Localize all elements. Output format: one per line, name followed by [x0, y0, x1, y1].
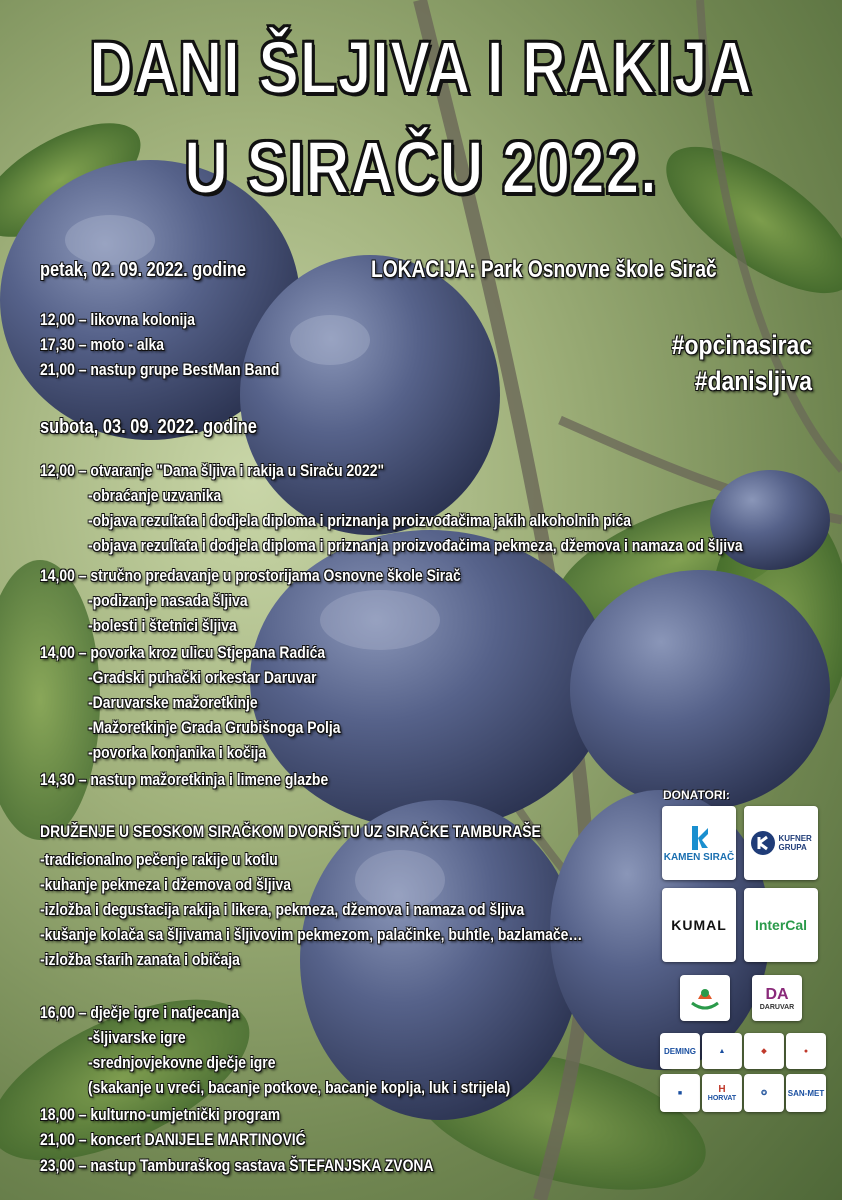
logo-label: HORVAT	[707, 1095, 737, 1102]
kamen-sirac-logo	[662, 806, 736, 880]
sponsor-logo	[660, 1033, 700, 1069]
kufner-grupa-logo	[744, 806, 818, 880]
logo-label: DARUVAR	[759, 1003, 795, 1011]
donors-label: DONATORI:	[663, 788, 730, 802]
day2-item: -obraćanje uzvanika	[88, 486, 222, 505]
sponsor-mark-icon: ■	[677, 1089, 683, 1097]
day2-item: -podizanje nasada šljiva	[88, 591, 248, 610]
logo-label: KUMAL	[671, 917, 727, 933]
daruvar-logo	[752, 975, 802, 1021]
day1-item: 21,00 – nastup grupe BestMan Band	[40, 360, 280, 379]
gathering-heading: DRUŽENJE U SEOSKOM SIRAČKOM DVORIŠTU UZ SIRAČKE TAMBURAŠE	[40, 822, 541, 841]
san-met-logo	[786, 1074, 826, 1112]
day2-item: -bolesti i štetnici šljiva	[88, 616, 237, 635]
evening-item: 16,00 – dječje igre i natjecanja	[40, 1003, 240, 1022]
logo-label: DEMING	[664, 1046, 696, 1056]
day1-heading: petak, 02. 09. 2022. godine	[40, 259, 247, 281]
day2-item: -Daruvarske mažoretkinje	[88, 693, 258, 712]
sponsor-logo	[744, 1033, 784, 1069]
mid-logo-green	[680, 975, 730, 1021]
leaf-emblem-icon	[688, 983, 722, 1013]
gathering-item: -kušanje kolača sa šljivama i šljivovim pekmezom, palačinke, buhtle, bazlamače…	[40, 925, 583, 944]
day2-item: -Gradski puhački orkestar Daruvar	[88, 668, 317, 687]
hashtag: #danisljiva	[694, 366, 812, 396]
poster-title-line1: DANI ŠLJIVA I RAKIJA	[89, 26, 753, 109]
evening-item: 23,00 – nastup Tamburaškog sastava ŠTEFANJSKA ZVONA	[40, 1156, 434, 1175]
horvat-mark-icon: H	[718, 1084, 726, 1095]
day2-heading: subota, 03. 09. 2022. godine	[40, 416, 257, 438]
gathering-item: -izložba i degustacija rakija i likera, pekmeza, džemova i namaza od šljiva	[40, 900, 525, 919]
day2-item: -objava rezultata i dodjela diploma i priznanja proizvođačima pekmeza, džemova i namaza od šljiva	[88, 536, 743, 555]
day2-item: -povorka konjanika i kočija	[88, 743, 267, 762]
day2-item: 14,00 – stručno predavanje u prostorijama Osnovne škole Sirač	[40, 566, 461, 585]
logo-label: KAMEN SIRAČ	[663, 851, 735, 863]
daruvar-mark-icon: DA	[765, 985, 789, 1003]
sponsor-mark-icon: ◆	[761, 1048, 767, 1055]
gathering-item: -kuhanje pekmeza i džemova od šljiva	[40, 875, 292, 894]
evening-item: (skakanje u vreći, bacanje potkove, bacanje koplja, luk i strijela)	[88, 1078, 511, 1097]
evening-item: 18,00 – kulturno-umjetnički program	[40, 1105, 281, 1124]
evening-item: 21,00 – koncert DANIJELE MARTINOVIĆ	[40, 1130, 306, 1149]
day1-item: 12,00 – likovna kolonija	[40, 310, 195, 329]
logo-label: InterCal	[754, 917, 808, 933]
evening-item: -šljivarske igre	[88, 1028, 186, 1047]
gathering-item: -izložba starih zanata i običaja	[40, 950, 240, 969]
hashtag: #opcinasirac	[671, 330, 812, 360]
logo-label: KUFNER GRUPA	[778, 834, 812, 852]
kumal-logo	[662, 888, 736, 962]
kamen-sirac-mark-icon	[686, 824, 712, 852]
horvat-logo	[702, 1074, 742, 1112]
location: LOKACIJA: Park Osnovne škole Sirač	[371, 256, 717, 283]
poster-title-line2: U SIRAČU 2022.	[184, 126, 658, 209]
sponsor-logo	[744, 1074, 784, 1112]
intercal-logo	[744, 888, 818, 962]
sponsor-mark-icon: ▲	[718, 1047, 726, 1055]
day1-item: 17,30 – moto - alka	[40, 335, 164, 354]
day2-item: 12,00 – otvaranje "Dana šljiva i rakija u Siraču 2022"	[40, 461, 385, 480]
day2-item: -Mažoretkinje Grada Grubišnoga Polja	[88, 718, 341, 737]
day2-item: 14,00 – povorka kroz ulicu Stjepana Radića	[40, 643, 326, 662]
evening-item: -srednjovjekovne dječje igre	[88, 1053, 276, 1072]
day2-item: -objava rezultata i dodjela diploma i priznanja proizvođačima jakih alkoholnih pića	[88, 511, 632, 530]
sponsor-logo	[660, 1074, 700, 1112]
sponsor-mark-icon: ●	[803, 1047, 809, 1055]
logo-label: SAN-MET	[787, 1088, 825, 1098]
kufner-mark-icon	[750, 830, 776, 856]
sponsor-logo	[702, 1033, 742, 1069]
day2-item: 14,30 – nastup mažoretkinja i limene glazbe	[40, 770, 329, 789]
gathering-item: -tradicionalno pečenje rakije u kotlu	[40, 850, 278, 869]
sponsor-mark-icon: ✪	[761, 1090, 767, 1097]
sponsor-logo	[786, 1033, 826, 1069]
